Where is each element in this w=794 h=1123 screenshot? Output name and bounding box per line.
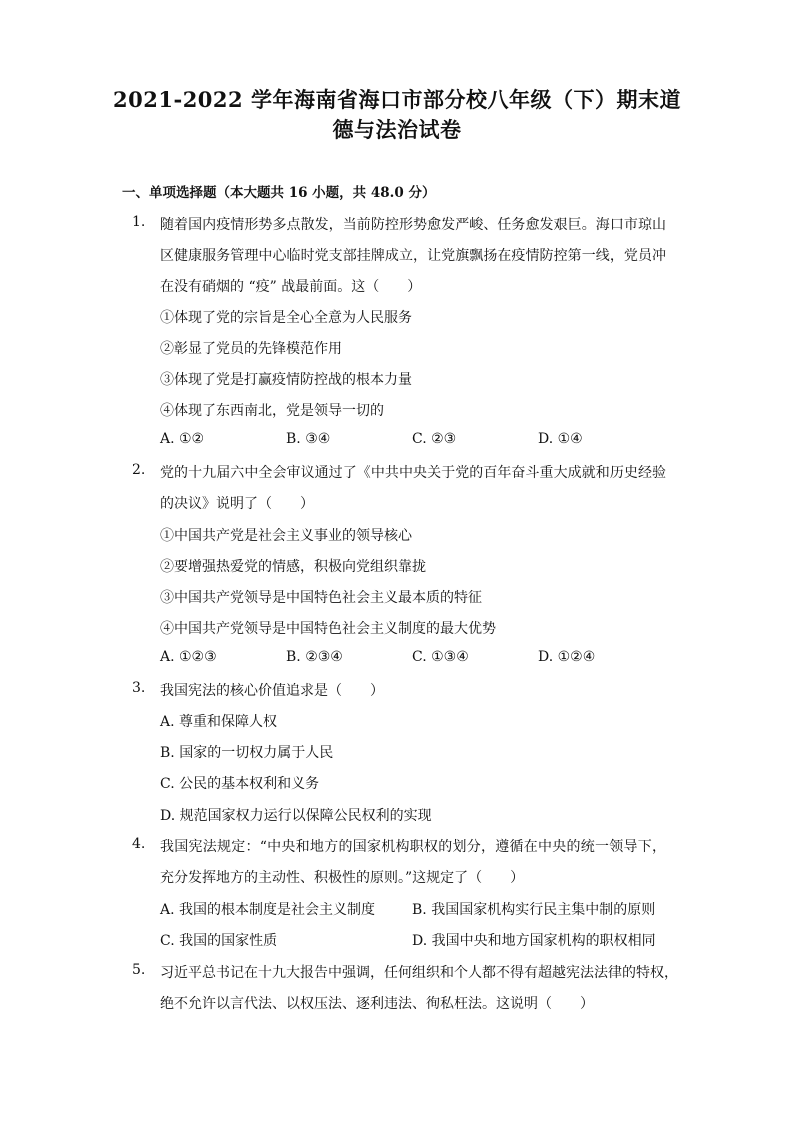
answer-option-b: B. 我国国家机构实行民主集中制的原则 xyxy=(412,902,656,918)
exam-title-line2: 德与法治试卷 xyxy=(332,117,462,142)
statement-item: ①体现了党的宗旨是全心全意为人民服务 xyxy=(160,310,412,326)
answer-option-d: D. 规范国家权力运行以保障公民权利的实现 xyxy=(160,808,432,824)
question-number: 3. xyxy=(132,680,146,696)
answer-option-d: D. ①②④ xyxy=(538,649,596,665)
question-stem-line: 党的十九届六中全会审议通过了《中共中央关于党的百年奋斗重大成就和历史经验 xyxy=(160,465,666,481)
answer-option-a: A. ①② xyxy=(160,431,205,447)
answer-option-b: B. ③④ xyxy=(286,431,331,447)
question-stem-line: 随着国内疫情形势多点散发，当前防控形势愈发严峻、任务愈发艰巨。海口市琼山 xyxy=(160,217,666,233)
question-number: 4. xyxy=(132,836,146,852)
question-stem-line: 我国宪法规定：“中央和地方的国家机构职权的划分，遵循在中央的统一领导下， xyxy=(160,839,666,855)
statement-item: ③体现了党是打赢疫情防控战的根本力量 xyxy=(160,372,412,388)
answer-option-d: D. ①④ xyxy=(538,431,583,447)
question-stem-line: 习近平总书记在十九大报告中强调，任何组织和个人都不得有超越宪法法律的特权， xyxy=(160,965,678,981)
statement-item: ①中国共产党是社会主义事业的领导核心 xyxy=(160,528,412,544)
answer-option-a: A. 尊重和保障人权 xyxy=(160,714,278,730)
answer-option-b: B. 国家的一切权力属于人民 xyxy=(160,745,334,761)
statement-item: ④体现了东西南北，党是领导一切的 xyxy=(160,403,384,419)
question-number: 5. xyxy=(132,962,146,978)
question-stem-line: 绝不允许以言代法、以权压法、逐利违法、徇私枉法。这说明（ ） xyxy=(160,996,594,1012)
statement-item: ④中国共产党领导是中国特色社会主义制度的最大优势 xyxy=(160,621,496,637)
question-stem-line: 我国宪法的核心价值追求是（ ） xyxy=(160,683,384,699)
exam-title-line1: 2021-2022 学年海南省海口市部分校八年级（下）期末道 xyxy=(113,87,681,112)
answer-option-a: A. 我国的根本制度是社会主义制度 xyxy=(160,902,376,918)
question-stem-line: 在没有硝烟的 “疫” 战最前面。这（ ） xyxy=(160,279,422,295)
question-stem-line: 的决议》说明了（ ） xyxy=(160,496,314,512)
answer-option-c: C. ②③ xyxy=(412,431,457,447)
answer-option-c: C. 公民的基本权利和义务 xyxy=(160,776,320,792)
answer-option-c: C. ①③④ xyxy=(412,649,469,665)
statement-item: ②要增强热爱党的情感，积极向党组织靠拢 xyxy=(160,559,426,575)
answer-option-b: B. ②③④ xyxy=(286,649,343,665)
answer-option-c: C. 我国的国家性质 xyxy=(160,933,278,949)
statement-item: ③中国共产党领导是中国特色社会主义最本质的特征 xyxy=(160,590,482,606)
answer-option-a: A. ①②③ xyxy=(160,649,217,665)
answer-option-d: D. 我国中央和地方国家机构的职权相同 xyxy=(412,933,656,949)
question-stem-line: 区健康服务管理中心临时党支部挂牌成立，让党旗飘扬在疫情防控第一线，党员冲 xyxy=(160,248,666,264)
question-number: 2. xyxy=(132,462,146,478)
section-heading: 一、单项选择题（本大题共 16 小题，共 48.0 分） xyxy=(122,185,436,201)
statement-item: ②彰显了党员的先锋模范作用 xyxy=(160,341,342,357)
question-number: 1. xyxy=(132,214,146,230)
question-stem-line: 充分发挥地方的主动性、积极性的原则。”这规定了（ ） xyxy=(160,870,525,886)
